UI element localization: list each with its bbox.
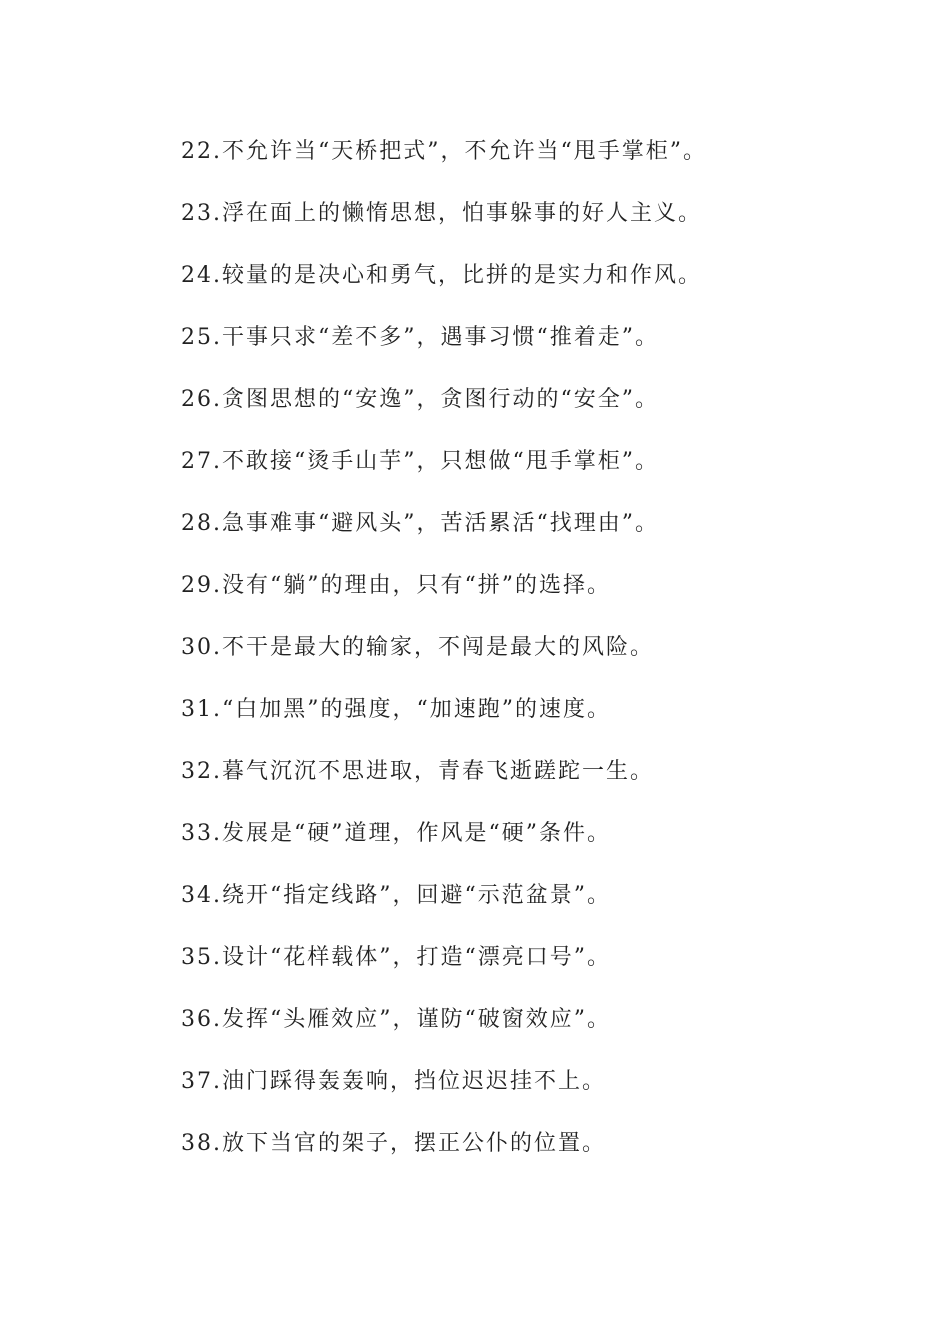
list-item-29: 29.没有“躺”的理由，只有“拼”的选择。 (181, 573, 611, 598)
list-item-33: 33.发展是“硬”道理，作风是“硬”条件。 (181, 821, 611, 846)
list-item-25: 25.干事只求“差不多”，遇事习惯“推着走”。 (181, 325, 659, 350)
list-item-36: 36.发挥“头雁效应”，谨防“破窗效应”。 (181, 1007, 611, 1032)
list-item-34: 34.绕开“指定线路”，回避“示范盆景”。 (181, 883, 611, 908)
list-item-22: 22.不允许当“天桥把式”，不允许当“甩手掌柜”。 (181, 139, 707, 164)
slogan-list (181, 131, 921, 1185)
list-item-37: 37.油门踩得轰轰响，挡位迟迟挂不上。 (181, 1069, 606, 1094)
list-item-32: 32.暮气沉沉不思进取，青春飞逝蹉跎一生。 (181, 759, 654, 784)
list-item-38: 38.放下当官的架子，摆正公仆的位置。 (181, 1131, 606, 1156)
list-item-31: 31.“白加黑”的强度，“加速跑”的速度。 (181, 697, 611, 722)
list-item-26: 26.贪图思想的“安逸”，贪图行动的“安全”。 (181, 387, 659, 412)
list-item-30: 30.不干是最大的输家，不闯是最大的风险。 (181, 635, 654, 660)
list-item-27: 27.不敢接“烫手山芋”，只想做“甩手掌柜”。 (181, 449, 659, 474)
list-item-35: 35.设计“花样载体”，打造“漂亮口号”。 (181, 945, 611, 970)
list-item-24: 24.较量的是决心和勇气，比拼的是实力和作风。 (181, 263, 702, 288)
list-item-28: 28.急事难事“避风头”，苦活累活“找理由”。 (181, 511, 659, 536)
list-item-23: 23.浮在面上的懒惰思想，怕事躲事的好人主义。 (181, 201, 702, 226)
